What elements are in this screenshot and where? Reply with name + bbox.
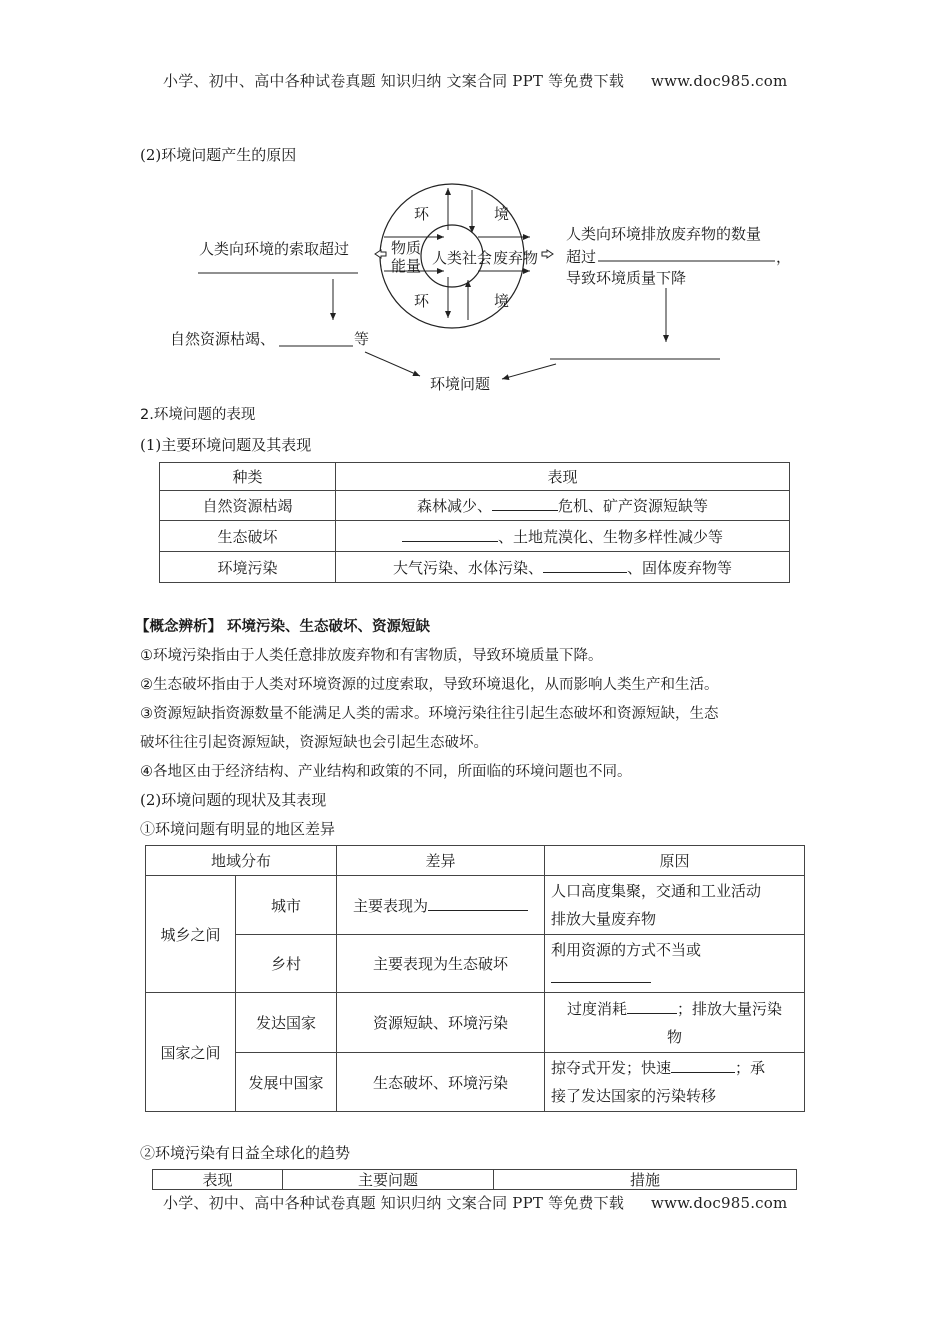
table-row: [146, 1053, 805, 1112]
group-urban-rural: 城乡之间: [146, 876, 236, 993]
cell-manifest: 森林减少、 危机、矿产资源短缺等: [336, 491, 790, 521]
fill-blank[interactable]: [543, 558, 627, 573]
concept-item-2: ②生态破坏指由于人类对环境资源的过度索取，导致环境退化，从而影响人类生产和生活。: [140, 677, 719, 693]
fill-blank[interactable]: [428, 896, 528, 911]
cell-reason: 掠夺式开发；快速 ；承 接了发达国家的污染转移: [545, 1053, 805, 1112]
inner-label: 人类社会: [432, 249, 493, 267]
right-box-line2-prefix: 超过: [566, 248, 597, 266]
cell-type: 环境污染: [160, 552, 336, 583]
bottom-label-env-problem: 环境问题: [430, 375, 491, 393]
right-inner: 废弃物: [493, 249, 539, 267]
causes-diagram: [0, 0, 950, 400]
cell-area: 城市: [236, 876, 337, 935]
left-box-text: 人类向环境的索取超过: [199, 240, 350, 258]
th-type: 种类: [160, 463, 336, 491]
table-row: [160, 552, 790, 583]
cell-reason: 利用资源的方式不当或: [545, 935, 805, 993]
section-title-manifest: 2.环境问题的表现: [140, 407, 256, 423]
cell-diff: 主要表现为生态破坏: [337, 935, 545, 993]
status-title: (2)环境问题的现状及其表现: [140, 791, 327, 809]
fill-blank[interactable]: [402, 527, 498, 542]
table-row: [146, 935, 805, 993]
right-box-line1: 人类向环境排放废弃物的数量: [566, 225, 762, 243]
cell-area: 乡村: [236, 935, 337, 993]
cell-manifest: 大气污染、水体污染、 、固体废弃物等: [336, 552, 790, 583]
footer-site-link[interactable]: www.doc985.com: [651, 1194, 788, 1212]
th-measures: 措施: [494, 1170, 797, 1190]
th-difference: 差异: [337, 846, 545, 876]
concept-item-4: ④各地区由于经济结构、产业结构和政策的不同，所面临的环境问题也不同。: [140, 764, 632, 780]
cell-diff: 主要表现为: [337, 876, 545, 935]
cell-manifest: 、土地荒漠化、生物多样性减少等: [336, 521, 790, 552]
sub-title-main-problems: (1)主要环境问题及其表现: [140, 436, 312, 454]
header-site-link[interactable]: www.doc985.com: [651, 72, 788, 90]
left-inner-1: 物质: [391, 239, 422, 257]
concept-title: 【概念辨析】 环境污染、生态破坏、资源短缺: [135, 619, 431, 635]
env-label-br: 境: [494, 292, 510, 310]
hollow-arrow-left-icon: [375, 250, 386, 258]
table-row: [146, 876, 805, 935]
cell-type: 自然资源枯竭: [160, 491, 336, 521]
table-row: [160, 521, 790, 552]
status-sub1: ①环境问题有明显的地区差异: [140, 820, 336, 838]
left-inner-2: 能量: [391, 257, 422, 275]
right-box-line3: 导致环境质量下降: [566, 269, 687, 287]
th-manifest: 表现: [336, 463, 790, 491]
cell-diff: 资源短缺、环境污染: [337, 993, 545, 1053]
th-region: 地域分布: [146, 846, 337, 876]
table-regional-differences: [145, 845, 805, 1112]
concept-item-3: ③资源短缺指资源数量不能满足人类的需求。环境污染往往引起生态破坏和资源短缺，生态: [140, 706, 719, 722]
left-result-suffix: 等: [354, 330, 370, 348]
fill-blank[interactable]: [551, 968, 651, 983]
env-label-bl: 环: [414, 292, 430, 310]
header-text: 小学、初中、高中各种试卷真题 知识归纳 文案合同 PPT 等免费下载: [163, 72, 625, 90]
fill-blank[interactable]: [492, 496, 558, 511]
right-box-line2-suffix: ，: [776, 248, 792, 266]
table-main-problems: [159, 462, 790, 583]
th-manifest: 表现: [153, 1170, 283, 1190]
concept-item-3-cont: 破坏往往引起资源短缺，资源短缺也会引起生态破坏。: [140, 735, 488, 751]
footer-text: 小学、初中、高中各种试卷真题 知识归纳 文案合同 PPT 等免费下载: [163, 1194, 625, 1212]
env-label-tl: 环: [414, 205, 430, 223]
th-main-problem: 主要问题: [283, 1170, 494, 1190]
section-title-causes: (2)环境问题产生的原因: [140, 146, 297, 164]
cell-area: 发展中国家: [236, 1053, 337, 1112]
fill-blank[interactable]: [627, 999, 677, 1014]
table-global-pollution: [152, 1169, 797, 1190]
table-row: [146, 993, 805, 1053]
hollow-arrow-right-icon: [542, 250, 553, 258]
table-row: [160, 491, 790, 521]
cell-diff: 生态破坏、环境污染: [337, 1053, 545, 1112]
concept-item-1: ①环境污染指由于人类任意排放废弃物和有害物质，导致环境质量下降。: [140, 648, 603, 664]
cell-reason: 过度消耗 ；排放大量污染 物: [545, 993, 805, 1053]
env-label-tr: 境: [494, 205, 510, 223]
th-reason: 原因: [545, 846, 805, 876]
left-result-prefix: 自然资源枯竭、: [170, 330, 276, 348]
fill-blank[interactable]: [671, 1058, 735, 1073]
page-footer: [163, 1192, 787, 1213]
cell-type: 生态破坏: [160, 521, 336, 552]
status-sub2: ②环境污染有日益全球化的趋势: [140, 1144, 351, 1162]
cell-reason: 人口高度集聚，交通和工业活动 排放大量废弃物: [545, 876, 805, 935]
cell-area: 发达国家: [236, 993, 337, 1053]
group-countries: 国家之间: [146, 993, 236, 1112]
